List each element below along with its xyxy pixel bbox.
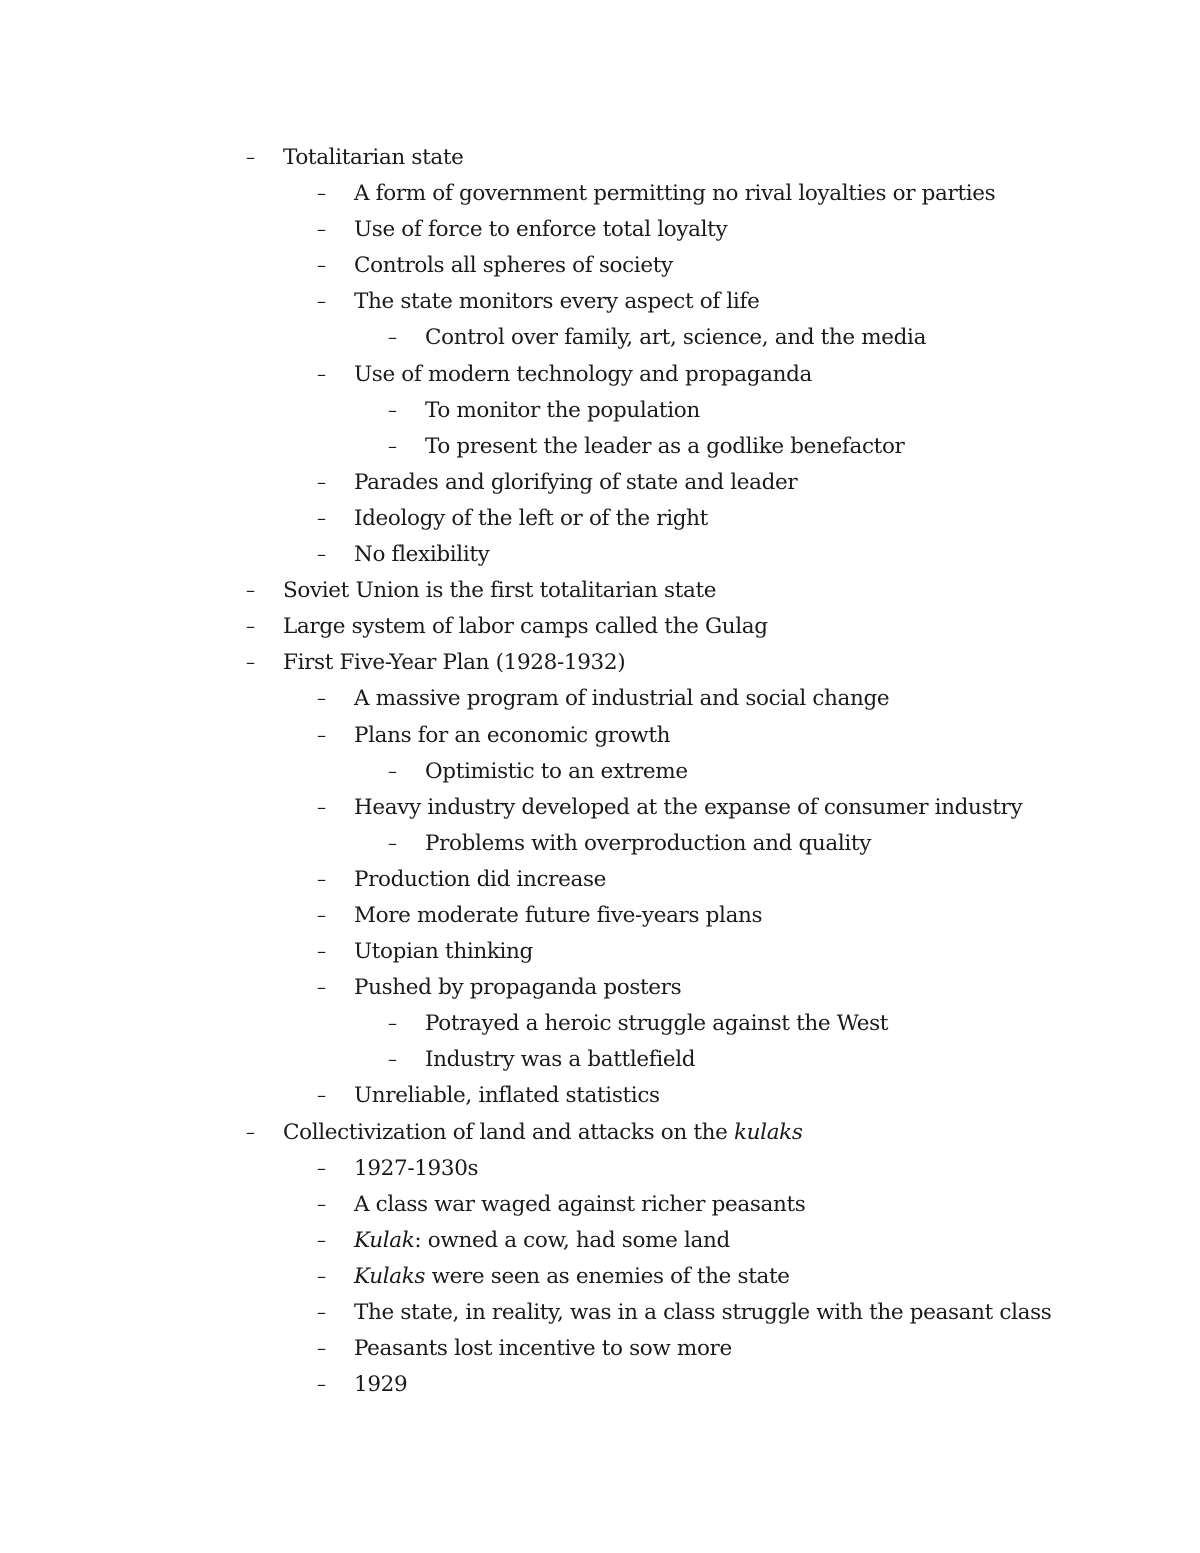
bullet-dash: –	[317, 255, 326, 277]
bullet-dash: –	[317, 1085, 326, 1107]
outline-item-text	[425, 320, 926, 356]
outline-item-level-1	[0, 501, 1200, 537]
bullet-dash: –	[246, 616, 255, 638]
item-text: Production did increase	[354, 866, 607, 892]
bullet-dash: –	[317, 941, 326, 963]
bullet-dash: –	[317, 471, 326, 493]
item-text: Plans for an economic growth	[354, 722, 671, 748]
outline-item-text	[354, 1295, 1051, 1331]
outline-item-text	[425, 754, 688, 790]
outline-item-text	[283, 1115, 803, 1151]
outline-item-level-1	[0, 1295, 1200, 1331]
item-text: 1927-1930s	[354, 1155, 479, 1181]
outline-item-level-1	[0, 537, 1200, 573]
outline-item-level-1	[0, 970, 1200, 1006]
bullet-dash: –	[317, 183, 326, 205]
item-text: Parades and glorifying of state and leader	[354, 469, 798, 495]
outline-item-text	[354, 537, 489, 573]
item-text: Use of modern technology and propaganda	[354, 361, 813, 387]
bullet-dash: –	[388, 760, 397, 782]
outline-item-text	[283, 573, 716, 609]
outline-item-level-1	[0, 898, 1200, 934]
bullet-dash: –	[246, 652, 255, 674]
item-text: A massive program of industrial and social change	[354, 686, 890, 712]
outline-item-text	[425, 1042, 695, 1078]
bullet-dash: –	[388, 1049, 397, 1071]
outline-item-text	[354, 501, 708, 537]
outline-item-level-1	[0, 934, 1200, 970]
bullet-dash: –	[317, 1193, 326, 1215]
outline-item-text	[354, 862, 606, 898]
outline-item-text	[354, 176, 995, 212]
bullet-dash: –	[246, 1121, 255, 1143]
outline-item-level-0	[0, 140, 1200, 176]
bullet-dash: –	[317, 1157, 326, 1179]
outline-item-text	[354, 1259, 790, 1295]
italic-term: Kulaks	[354, 1263, 426, 1289]
bullet-dash: –	[317, 544, 326, 566]
item-text: Peasants lost incentive to sow more	[354, 1336, 732, 1362]
item-text: The state monitors every aspect of life	[354, 289, 760, 315]
item-text: Unreliable, inflated statistics	[354, 1083, 660, 1109]
outline-item-text	[354, 1151, 478, 1187]
item-text: Industry was a battlefield	[425, 1047, 696, 1073]
bullet-dash: –	[317, 724, 326, 746]
outline-item-level-0	[0, 609, 1200, 645]
outline-item-level-0	[0, 645, 1200, 681]
item-text: Use of force to enforce total loyalty	[354, 217, 728, 243]
outline-item-text	[354, 212, 727, 248]
bullet-dash: –	[317, 868, 326, 890]
outline-item-level-1	[0, 718, 1200, 754]
bullet-dash: –	[388, 399, 397, 421]
outline-item-level-1	[0, 1151, 1200, 1187]
item-text: Collectivization of land and attacks on the	[283, 1119, 734, 1145]
bullet-dash: –	[388, 327, 397, 349]
outline-item-text	[283, 140, 464, 176]
outline-item-text	[354, 1367, 407, 1403]
outline-item-level-2	[0, 320, 1200, 356]
item-text: Utopian thinking	[354, 939, 533, 965]
outline-item-text	[283, 609, 768, 645]
notes-outline	[0, 140, 1200, 1403]
bullet-dash: –	[317, 219, 326, 241]
item-text: No flexibility	[354, 542, 490, 568]
outline-item-level-1	[0, 681, 1200, 717]
outline-item-text	[425, 826, 871, 862]
outline-item-text	[354, 934, 533, 970]
bullet-dash: –	[317, 796, 326, 818]
item-text: : owned a cow, had some land	[414, 1227, 730, 1253]
bullet-dash: –	[317, 1338, 326, 1360]
bullet-dash: –	[388, 832, 397, 854]
outline-item-text	[354, 1331, 732, 1367]
outline-item-level-1	[0, 1187, 1200, 1223]
item-text: Controls all spheres of society	[354, 253, 673, 279]
bullet-dash: –	[317, 1265, 326, 1287]
bullet-dash: –	[317, 291, 326, 313]
item-text: Control over family, art, science, and the media	[425, 325, 927, 351]
bullet-dash: –	[246, 580, 255, 602]
bullet-dash: –	[317, 977, 326, 999]
outline-item-level-1	[0, 212, 1200, 248]
outline-item-text	[425, 1006, 888, 1042]
item-text: Soviet Union is the first totalitarian state	[283, 578, 717, 604]
item-text: were seen as enemies of the state	[425, 1263, 790, 1289]
outline-item-text	[425, 393, 700, 429]
outline-item-text	[354, 465, 797, 501]
outline-item-text	[425, 429, 905, 465]
item-text: Ideology of the left or of the right	[354, 505, 708, 531]
item-text: 1929	[354, 1372, 408, 1398]
outline-item-level-1	[0, 1223, 1200, 1259]
outline-item-text	[354, 284, 759, 320]
outline-item-level-2	[0, 393, 1200, 429]
outline-item-level-1	[0, 248, 1200, 284]
outline-item-text	[354, 248, 673, 284]
outline-item-level-2	[0, 1006, 1200, 1042]
outline-item-level-1	[0, 1367, 1200, 1403]
bullet-dash: –	[317, 1374, 326, 1396]
bullet-dash: –	[246, 147, 255, 168]
item-text: Optimistic to an extreme	[425, 758, 688, 784]
bullet-dash: –	[317, 1229, 326, 1251]
outline-item-level-1	[0, 284, 1200, 320]
item-text: A form of government permitting no rival loyalties or parties	[354, 181, 996, 207]
outline-item-level-1	[0, 790, 1200, 826]
bullet-dash: –	[317, 507, 326, 529]
outline-item-text	[354, 681, 889, 717]
outline-item-level-1	[0, 1331, 1200, 1367]
italic-term: Kulak	[354, 1227, 415, 1253]
italic-term: kulaks	[734, 1119, 803, 1145]
bullet-dash: –	[317, 688, 326, 710]
outline-item-level-1	[0, 1078, 1200, 1114]
outline-item-level-2	[0, 1042, 1200, 1078]
outline-item-level-1	[0, 357, 1200, 393]
outline-item-text	[354, 1187, 805, 1223]
outline-item-level-1	[0, 1259, 1200, 1295]
item-text: Totalitarian state	[283, 145, 464, 170]
outline-item-level-0	[0, 573, 1200, 609]
outline-item-text	[354, 898, 762, 934]
item-text: Heavy industry developed at the expanse of consumer industry	[354, 794, 1023, 820]
outline-item-level-2	[0, 429, 1200, 465]
outline-item-text	[354, 1223, 730, 1259]
item-text: More moderate future five-years plans	[354, 902, 763, 928]
outline-item-level-0	[0, 1115, 1200, 1151]
outline-item-level-1	[0, 465, 1200, 501]
outline-item-level-2	[0, 826, 1200, 862]
outline-item-level-2	[0, 754, 1200, 790]
item-text: To present the leader as a godlike benefactor	[425, 433, 905, 459]
bullet-dash: –	[317, 904, 326, 926]
item-text: To monitor the population	[425, 397, 700, 423]
outline-item-text	[354, 357, 812, 393]
item-text: A class war waged against richer peasants	[354, 1191, 806, 1217]
bullet-dash: –	[317, 1302, 326, 1323]
bullet-dash: –	[317, 363, 326, 385]
outline-item-text	[354, 1078, 660, 1114]
bullet-dash: –	[388, 435, 397, 457]
outline-item-text	[354, 970, 681, 1006]
outline-item-text	[283, 645, 625, 681]
bullet-dash: –	[388, 1013, 397, 1035]
item-text: Problems with overproduction and quality	[425, 830, 872, 856]
outline-item-text	[354, 718, 670, 754]
item-text: Potrayed a heroic struggle against the West	[425, 1011, 889, 1037]
item-text: The state, in reality, was in a class struggle with the peasant class	[354, 1300, 1052, 1325]
outline-item-level-1	[0, 176, 1200, 212]
item-text: Large system of labor camps called the Gulag	[283, 614, 768, 640]
item-text: Pushed by propaganda posters	[354, 975, 682, 1001]
item-text: First Five-Year Plan (1928-1932)	[283, 650, 626, 676]
outline-item-text	[354, 790, 1022, 826]
outline-item-level-1	[0, 862, 1200, 898]
